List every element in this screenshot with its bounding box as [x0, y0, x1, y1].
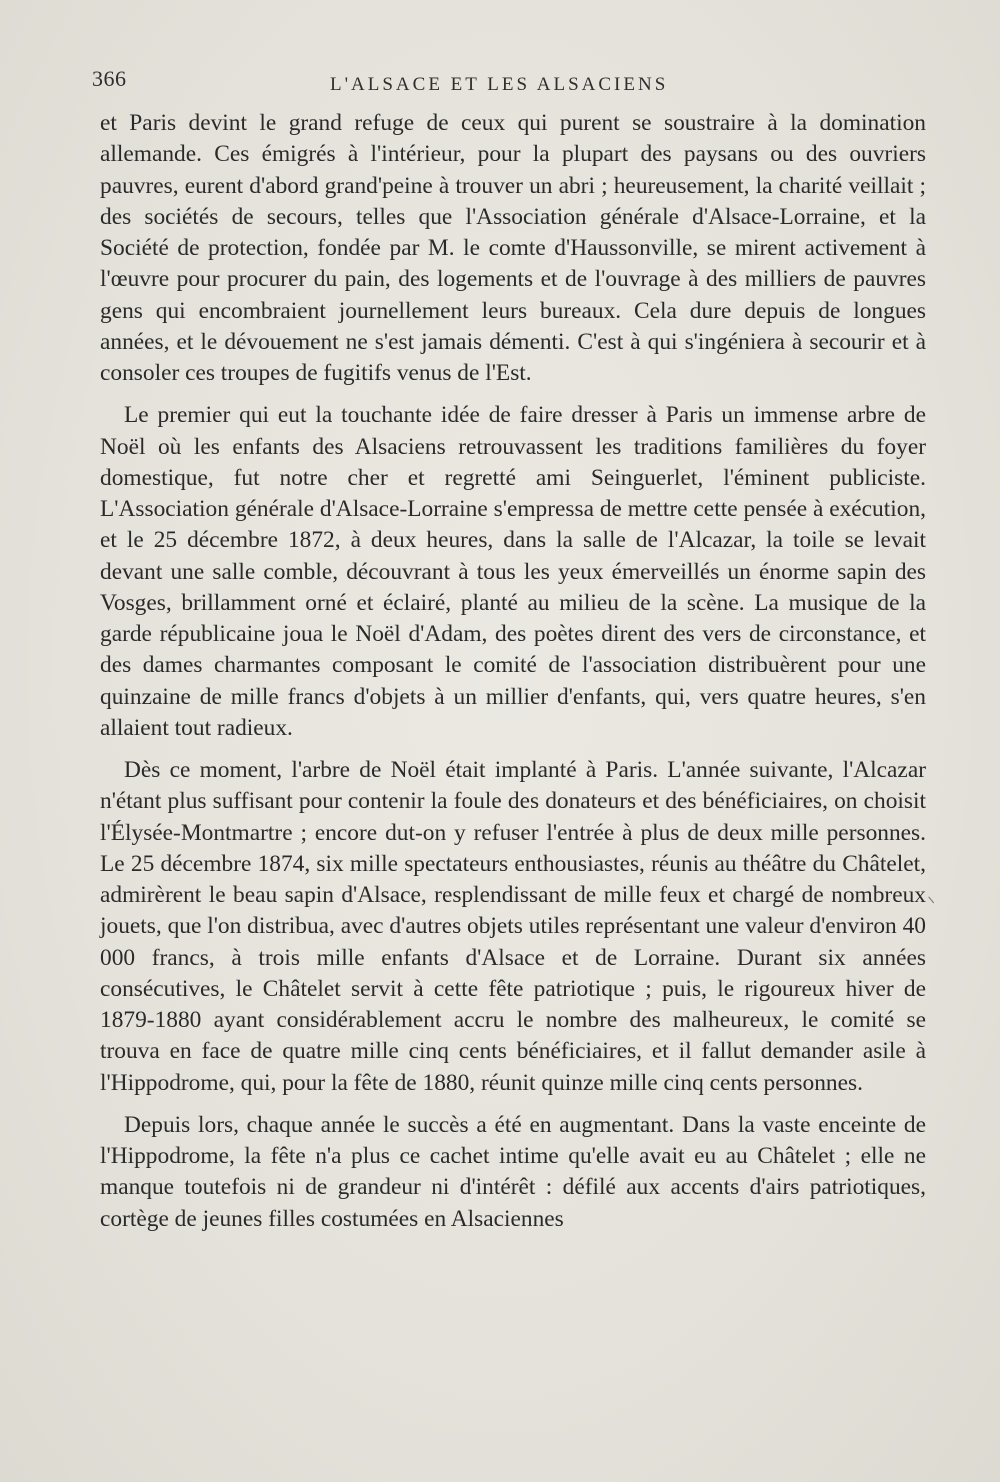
paragraph-1: et Paris devint le grand refuge de ceux qui purent se soustraire à la domination allemande. Ces émigrés à l'intérieur, pour la plupart des paysans ou des ouvriers pauvres, eurent d'abord grand'peine à trouver un abri ; heureusement, la charité veillait ; des sociétés de secours, telles que l'Association générale d'Alsace-Lorraine, et la Société de protection, fondée par M. le comte d'Haussonville, se mirent activement à l'œuvre pour procurer du pain, des logements et de l'ouvrage à des milliers de pauvres gens qui encombraient journellement leurs bureaux. Cela dure depuis de longues années, et le dévouement ne s'est jamais démenti. C'est à qui s'ingéniera à secourir et à consoler ces troupes de fugitifs venus de l'Est.	[100, 110, 926, 386]
paragraph-4: Depuis lors, chaque année le succès a été en augmentant. Dans la vaste enceinte de l'Hippodrome, la fête n'a plus ce cachet intime qu'elle avait eu au Châtelet ; elle ne manque toutefois ni de grandeur ni d'intérêt : défilé aux accents d'airs patriotiques, cortège de jeunes filles costumées en Alsaciennes	[100, 1111, 926, 1232]
page-number: 366	[92, 66, 127, 91]
body-text	[100, 108, 926, 1246]
page-header	[92, 66, 912, 96]
paragraph-3: Dès ce moment, l'arbre de Noël était implanté à Paris. L'année suivante, l'Alcazar n'étant plus suffisant pour contenir la foule des donateurs et des bénéficiaires, on choisit l'Élysée-Montmartre ; encore dut-on y refuser l'entrée à plus de deux mille personnes. Le 25 décembre 1874, six mille spectateurs enthousiastes, réunis au théâtre du Châtelet, admirèrent le beau sapin d'Alsace, resplendissant de mille feux et chargé de nombreux jouets, que l'on distribua, avec d'autres objets utiles représentant une valeur d'environ 40 000 francs, à trois mille enfants d'Alsace et de Lorraine. Durant six années consécutives, le Châtelet servit à cette fête patriotique ; puis, le rigoureux hiver de 1879-1880 ayant considérablement accru le nombre des malheureux, le comité se trouva en face de quatre mille cinq cents bénéficiaires, et il fallut demander asile à l'Hippodrome, qui, pour la fête de 1880, réunit quinze mille cinq cents personnes.	[100, 757, 926, 1096]
margin-mark	[928, 893, 939, 904]
paragraph-2: Le premier qui eut la touchante idée de faire dresser à Paris un immense arbre de Noël où les enfants des Alsaciens retrouvassent les traditions familières du foyer domestique, fut notre cher et regretté ami Seinguerlet, l'éminent publiciste. L'Association générale d'Alsace-Lorraine s'empressa de mettre cette pensée à exécution, et le 25 décembre 1872, à deux heures, dans la salle de l'Alcazar, la toile se levait devant une salle comble, découvrant à tous les yeux émerveillés un énorme sapin des Vosges, brillamment orné et éclairé, planté au milieu de la scène. La musique de la garde républicaine joua le Noël d'Adam, des poètes dirent des vers de circonstance, et des dames charmantes composant le comité de l'association distribuèrent pour une quinzaine de mille francs d'objets à un millier d'enfants, qui, vers quatre heures, s'en allaient tout radieux.	[100, 402, 926, 741]
running-title: L'ALSACE ET LES ALSACIENS	[330, 74, 669, 95]
